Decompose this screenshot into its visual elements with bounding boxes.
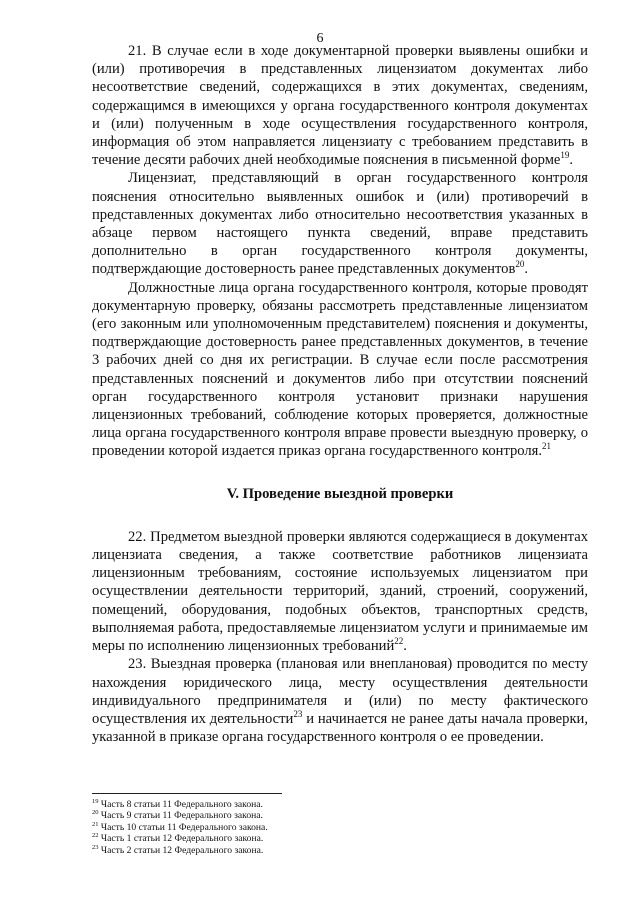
- footnote-separator: [92, 793, 282, 794]
- page-number: 6: [316, 31, 324, 46]
- footnote-21: $^{21}$ Часть 10 статьи 11 Федерального закона.: [92, 820, 268, 833]
- footnote-ref-21[interactable]: 21: [542, 441, 552, 452]
- footnote-ref-19[interactable]: 19: [560, 150, 570, 161]
- footnotes: [92, 799, 588, 856]
- paragraph-21: 21. В случае если в ходе документарной проверки выявлены ошибки и (или) противоречия в представленных лицензиатом документах либо несоответствие сведений, содержащихся в этих документах, сведениям, содержащимся в имеющихся у органа государственного контроля документах и (или) полученным в ходе осуществления государственного контроля, информация об этом направляется лицензиату с требованием представить в течение десяти рабочих дней необходимые пояснения в письменной форме$^{19}$.: [92, 43, 588, 169]
- paragraph-23: 23. Выездная проверка (плановая или внеплановая) проводится по месту нахождения юридического лица, месту осуществления деятельности индивидуального предпринимателя и (или) по месту фактического осуществления их деятельности$^{23}$ и начинается не ранее даты начала проверки, указанной в приказе органа государственного контроля о ее проведении.: [92, 656, 588, 746]
- footnote-ref-22[interactable]: 22: [394, 636, 404, 647]
- paragraph-21-officials: Должностные лица органа государственного контроля, которые проводят документарную проверку, обязаны рассмотреть представленные лицензиатом (его законным или уполномоченным представителем) пояснения и документы, подтверждающие достоверность ранее представленных документов, в течение 3 рабочих дней со дня их регистрации. В случае если после рассмотрения представленных пояснений и документов либо при отсутствии пояснений орган государственного контроля установит признаки нарушения лицензионных требований, соблюдение которых проверяется, должностные лица органа государственного контроля вправе провести выездную проверку, о проведении которой издается приказ органа государственного контроля.$^{21}$: [92, 279, 588, 460]
- paragraph-21-licensee: Лицензиат, представляющий в орган государственного контроля пояснения относительно выявленных ошибок и (или) противоречий в представленных документах либо относительно несоответствия указанных в абзаце первом настоящего пункта сведений, вправе представить дополнительно в орган государственного контроля документы, подтверждающие достоверность ранее представленных документов$^{20}$.: [92, 170, 588, 278]
- footnote-22: $^{22}$ Часть 1 статьи 12 Федерального закона.: [92, 832, 264, 845]
- document-body: [92, 42, 588, 746]
- footnote-ref-23[interactable]: 23: [293, 709, 303, 720]
- paragraph-22: 22. Предметом выездной проверки являются содержащиеся в документах лицензиата сведения, а также соответствие работников лицензиата лицензионным требованиям, состояние используемых лицензиатом при осуществлении деятельности территорий, зданий, строений, сооружений, помещений, оборудования, подобных объектов, транспортных средств, выполняемая работа, предоставляемые лицензиатом услуги и принимаемые им меры по исполнению лицензионных требований$^{22}$.: [92, 528, 588, 655]
- section-heading: V. Проведение выездной проверки: [226, 485, 454, 502]
- footnote-20: $^{20}$ Часть 9 статьи 11 Федерального закона.: [92, 809, 263, 822]
- footnote-ref-20[interactable]: 20: [515, 259, 525, 270]
- footnote-23: $^{23}$ Часть 2 статьи 12 Федерального закона.: [92, 843, 264, 856]
- footnote-19: $^{19}$ Часть 8 статьи 11 Федерального закона.: [92, 797, 263, 810]
